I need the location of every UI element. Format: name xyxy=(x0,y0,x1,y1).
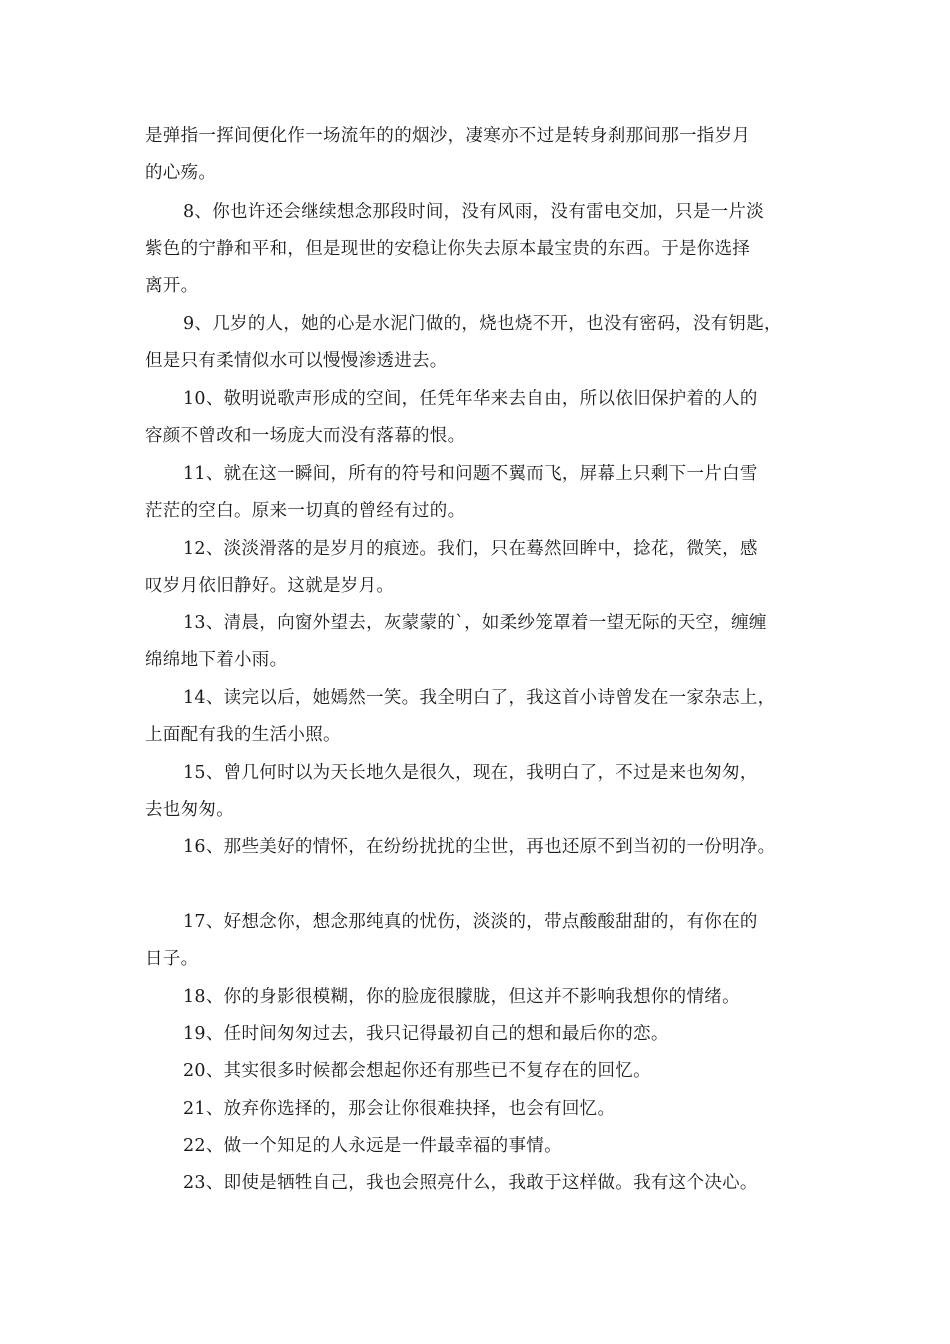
paragraph-line: 离开。 xyxy=(145,276,199,296)
paragraph-line: 17、好想念你，想念那纯真的忧伤，淡淡的，带点酸酸甜甜的，有你在的 xyxy=(183,912,758,932)
paragraph-line: 21、放弃你选择的，那会让你很难抉择，也会有回忆。 xyxy=(183,1099,616,1119)
paragraph-line: 19、任时间匆匆过去，我只记得最初自己的想和最后你的恋。 xyxy=(183,1024,669,1044)
paragraph-line: 紫色的宁静和平和，但是现世的安稳让你失去原本最宝贵的东西。于是你选择 xyxy=(145,239,751,259)
paragraph-9 xyxy=(145,306,817,380)
paragraph-line: 日子。 xyxy=(145,949,199,969)
paragraph-line: 10、敬明说歌声形成的空间，任凭年华来去自由，所以依旧保护着的人的 xyxy=(183,389,758,409)
paragraph-19 xyxy=(145,1016,817,1053)
paragraph-line: 12、淡淡滑落的是岁月的痕迹。我们，只在蓦然回眸中，捻花，微笑，感 xyxy=(183,539,758,559)
paragraph-20 xyxy=(145,1053,817,1090)
paragraph-line: 茫茫的空白。原来一切真的曾经有过的。 xyxy=(145,501,466,521)
paragraph-line: 13、清晨，向窗外望去，灰蒙蒙的`，如柔纱笼罩着一望无际的天空，缠缠 xyxy=(183,613,767,633)
paragraph-line: 16、那些美好的情怀，在纷纷扰扰的尘世，再也还原不到当初的一份明净。 xyxy=(183,837,776,857)
paragraph-11 xyxy=(145,456,817,530)
paragraph-line: 上面配有我的生活小照。 xyxy=(145,725,341,745)
paragraph-line: 23、即使是牺牲自己，我也会照亮什么，我敢于这样做。我有这个决心。 xyxy=(183,1173,758,1193)
paragraph-line: 11、就在这一瞬间，所有的符号和问题不翼而飞，屏幕上只剩下一片白雪 xyxy=(183,464,758,484)
paragraph-18 xyxy=(145,979,817,1016)
paragraph-14 xyxy=(145,680,817,754)
paragraph-line: 去也匆匆。 xyxy=(145,800,234,820)
paragraph-line: 14、读完以后，她嫣然一笑。我全明白了，我这首小诗曾发在一家杂志上， xyxy=(183,688,776,708)
paragraph-line: 18、你的身影很模糊，你的脸庞很朦胧，但这并不影响我想你的情绪。 xyxy=(183,987,740,1007)
paragraph-16 xyxy=(145,829,817,866)
paragraph-line: 20、其实很多时候都会想起你还有那些已不复存在的回忆。 xyxy=(183,1061,651,1081)
paragraph-line: 8、你也许还会继续想念那段时间，没有风雨，没有雷电交加，只是一片淡 xyxy=(183,202,765,222)
paragraph-line: 但是只有柔情似水可以慢慢渗透进去。 xyxy=(145,351,448,371)
paragraph-8 xyxy=(145,194,817,305)
paragraph-15 xyxy=(145,755,817,829)
paragraph-10 xyxy=(145,381,817,455)
paragraph-7 xyxy=(145,118,817,192)
paragraph-line: 15、曾几何时以为天长地久是很久，现在，我明白了，不过是来也匆匆， xyxy=(183,763,758,783)
paragraph-17 xyxy=(145,904,817,978)
paragraph-22 xyxy=(145,1128,817,1165)
paragraph-line: 的心殇。 xyxy=(145,163,217,183)
paragraph-line: 绵绵地下着小雨。 xyxy=(145,650,288,670)
paragraph-line: 9、几岁的人，她的心是水泥门做的，烧也烧不开，也没有密码，没有钥匙， xyxy=(183,314,782,334)
paragraph-13 xyxy=(145,605,817,679)
paragraph-line: 容颜不曾改和一场庞大而没有落幕的恨。 xyxy=(145,426,466,446)
paragraph-line: 是弹指一挥间便化作一场流年的的烟沙，凄寒亦不过是转身刹那间那一指岁月 xyxy=(145,126,751,146)
paragraph-line: 22、做一个知足的人永远是一件最幸福的事情。 xyxy=(183,1136,562,1156)
paragraph-line: 叹岁月依旧静好。这就是岁月。 xyxy=(145,576,395,596)
paragraph-23 xyxy=(145,1165,817,1202)
paragraph-12 xyxy=(145,531,817,605)
paragraph-21 xyxy=(145,1091,817,1128)
